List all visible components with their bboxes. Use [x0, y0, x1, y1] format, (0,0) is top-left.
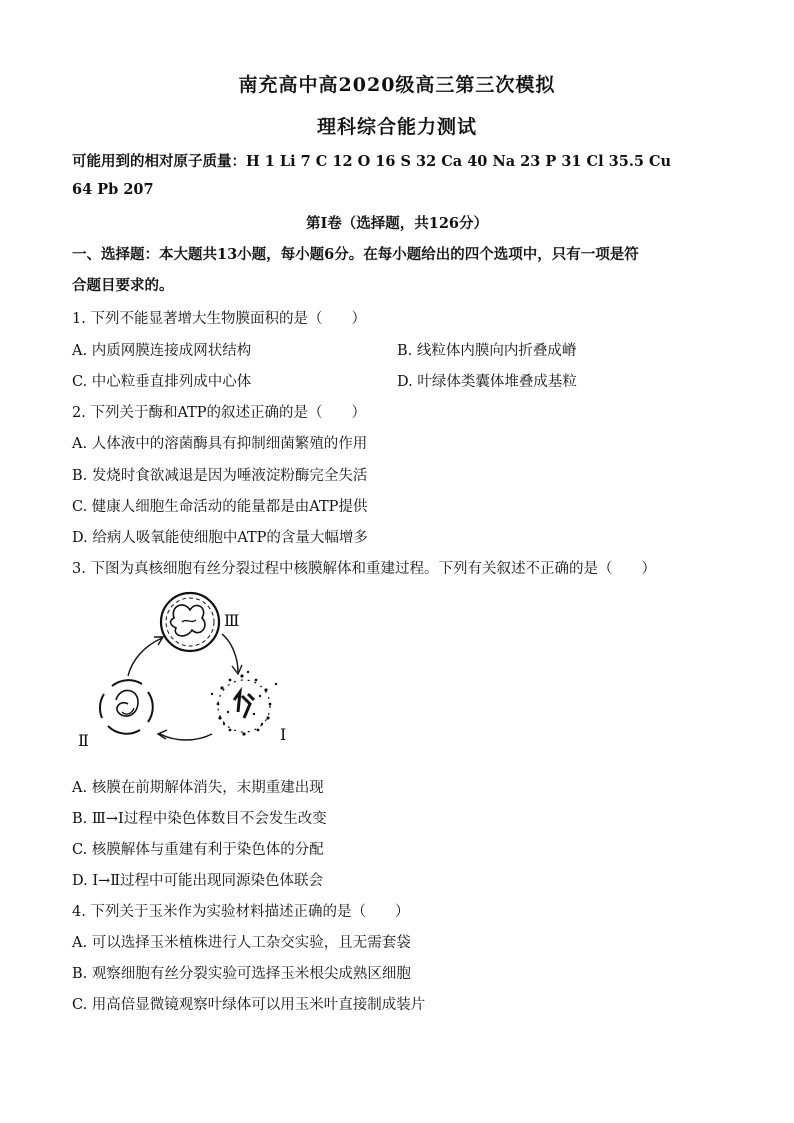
question-4-stem: 4. 下列关于玉米作为实验材料描述正确的是（ ）	[72, 904, 410, 920]
question-2-option-a: A. 人体液中的溶菌酶具有抑制细菌繁殖的作用	[72, 436, 368, 452]
exam-subtitle: 理科综合能力测试	[316, 116, 477, 138]
question-3-option-c: C. 核膜解体与重建有利于染色体的分配	[72, 842, 324, 858]
question-2-option-d: D. 给病人吸氧能使细胞中ATP的含量大幅增多	[72, 530, 368, 546]
section-instruction-2: 合题目要求的。	[72, 277, 174, 294]
atomic-mass-line-2: 64 Pb 207	[72, 181, 154, 198]
nuclear-envelope-cycle-diagram	[72, 588, 302, 763]
cell-stage-iii	[161, 593, 219, 651]
question-3-option-d: D. Ⅰ→Ⅱ过程中可能出现同源染色体联会	[72, 873, 324, 889]
section-title: 第Ⅰ卷（选择题，共126分）	[305, 215, 489, 232]
section-instruction-1: 一、选择题：本大题共13小题，每小题6分。在每小题给出的四个选项中，只有一项是符	[72, 246, 639, 263]
question-1-option-a: A. 内质网膜连接成网状结构	[72, 343, 252, 359]
exam-title: 南充高中高2020级高三第三次模拟	[238, 74, 556, 96]
question-1-stem: 1. 下列不能显著增大生物膜面积的是（ ）	[72, 311, 366, 327]
question-2-option-b: B. 发烧时食欲减退是因为唾液淀粉酶完全失活	[72, 468, 368, 484]
question-1-option-d: D. 叶绿体类囊体堆叠成基粒	[397, 374, 577, 390]
question-3-stem: 3. 下图为真核细胞有丝分裂过程中核膜解体和重建过程。下列有关叙述不正确的是（ ）	[72, 561, 656, 577]
figure-label-ii: Ⅱ	[78, 731, 89, 750]
figure-label-i: Ⅰ	[280, 725, 287, 744]
question-1-option-b: B. 线粒体内膜向内折叠成嵴	[397, 343, 577, 359]
question-4-option-c: C. 用高倍显微镜观察叶绿体可以用玉米叶直接制成装片	[72, 997, 426, 1013]
question-2-stem: 2. 下列关于酶和ATP的叙述正确的是（ ）	[72, 405, 367, 421]
question-2-option-c: C. 健康人细胞生命活动的能量都是由ATP提供	[72, 499, 368, 515]
question-3-option-b: B. Ⅲ→Ⅰ过程中染色体数目不会发生改变	[72, 811, 327, 827]
question-4-option-b: B. 观察细胞有丝分裂实验可选择玉米根尖成熟区细胞	[72, 966, 411, 982]
cell-stage-ii	[100, 680, 153, 734]
question-3-option-a: A. 核膜在前期解体消失，末期重建出现	[72, 780, 324, 796]
cell-stage-i	[211, 671, 277, 736]
question-1-option-c: C. 中心粒垂直排列成中心体	[72, 374, 252, 390]
atomic-mass-line-1: 可能用到的相对原子质量：H 1 Li 7 C 12 O 16 S 32 Ca 40 Na 23 P 31 Cl 35.5 Cu	[72, 153, 672, 170]
question-4-option-a: A. 可以选择玉米植株进行人工杂交实验，且无需套袋	[72, 935, 411, 951]
figure-label-iii: Ⅲ	[224, 611, 240, 630]
